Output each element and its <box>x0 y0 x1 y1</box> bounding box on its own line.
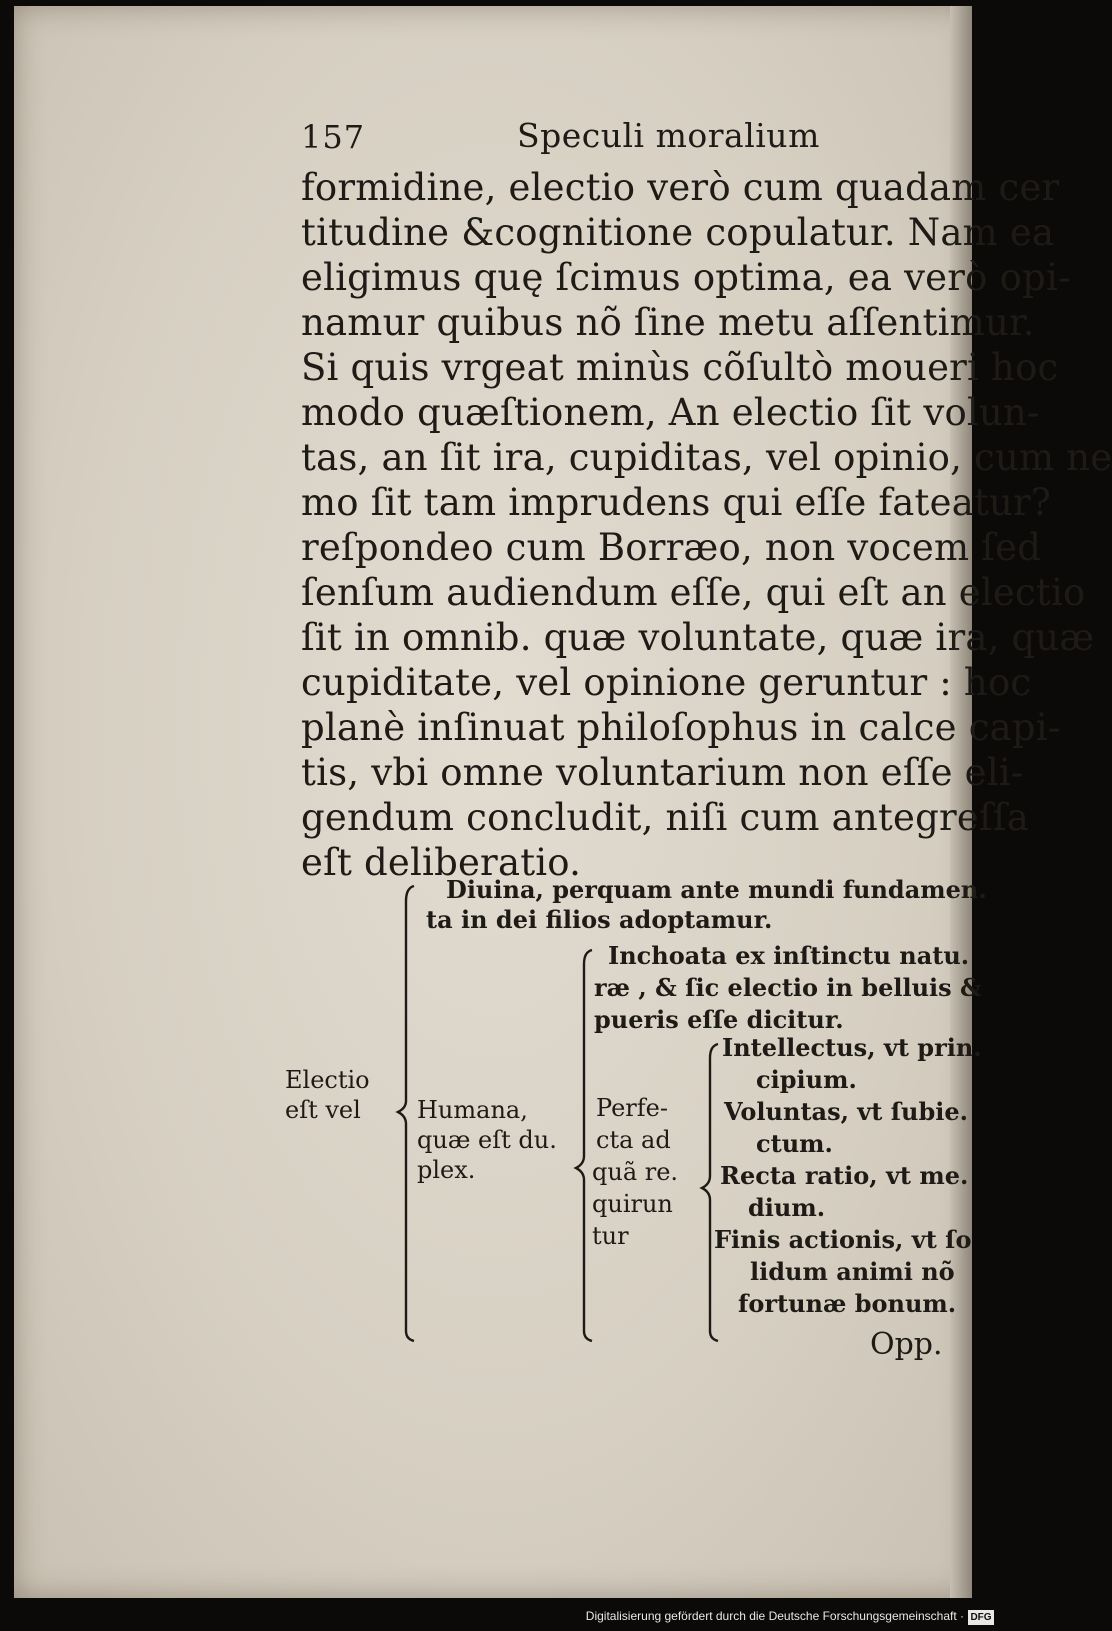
footer-bar <box>0 1598 1000 1631</box>
root-brace <box>398 886 414 1341</box>
diagram-braces <box>14 6 972 1406</box>
divina-text: Diuina, perquam ante mundi fundamen. <box>446 875 987 904</box>
requisite-intellectus: cipium. <box>756 1065 857 1094</box>
text-line: tis, vbi omne voluntarium non eſſe eli- <box>301 751 1024 794</box>
perfecta-text: tur <box>592 1222 629 1250</box>
text-line: reſpondeo cum Borræo, non vocem ſed <box>301 526 1042 569</box>
catchword: Opp. <box>870 1327 943 1362</box>
requisite-finis: fortunæ bonum. <box>738 1289 957 1318</box>
divina-text: ta in dei filios adoptamur. <box>426 905 773 934</box>
text-line: namur quibus nõ ſine metu aſſentimur. <box>301 301 1035 344</box>
text-line: ſit in omnib. quæ voluntate, quæ ira, quæ <box>301 616 1095 659</box>
dfg-logo: DFG <box>968 1610 994 1625</box>
page-number: 157 <box>301 118 366 156</box>
humana-brace <box>576 950 592 1341</box>
text-line: tas, an ſit ira, cupiditas, vel opinio, cum ne <box>301 436 1112 479</box>
running-title: Speculi moralium <box>517 116 820 155</box>
requisite-recta-ratio: dium. <box>748 1193 826 1222</box>
requisite-voluntas: Voluntas, vt ſubie. <box>724 1097 968 1126</box>
humana-text: Humana, <box>417 1096 528 1124</box>
text-line: eſt deliberatio. <box>301 841 582 884</box>
text-line: formidine, electio verò cum quadam cer <box>301 166 1060 209</box>
humana-text: quæ eſt du. <box>417 1126 557 1154</box>
text-line: ſenſum audiendum eſſe, qui eſt an electio <box>301 571 1086 614</box>
inchoata-text: Inchoata ex inſtinctu natu. <box>608 941 970 970</box>
text-line: planè inſinuat philoſophus in calce capi- <box>301 706 1061 749</box>
text-line: eligimus quę ſcimus optima, ea verò opi- <box>301 256 1071 299</box>
text-line: modo quæſtionem, An electio ſit volun- <box>301 391 1040 434</box>
inchoata-text: pueris eſſe dicitur. <box>594 1005 844 1034</box>
requisite-finis: Finis actionis, vt ſo <box>714 1225 972 1254</box>
perfecta-text: cta ad <box>596 1126 671 1154</box>
electio-label: Electio <box>285 1066 370 1094</box>
humana-text: plex. <box>417 1156 476 1184</box>
requisite-voluntas: ctum. <box>756 1129 833 1158</box>
inchoata-text: ræ , & ſic electio in belluis & <box>594 973 982 1002</box>
text-line: gendum concludit, niſi cum antegreſſa <box>301 796 1030 839</box>
perfecta-brace <box>702 1044 718 1341</box>
requisite-finis: lidum animi nõ <box>750 1257 955 1286</box>
perfecta-text: quirun <box>592 1190 673 1218</box>
text-line: titudine &cognitione copulatur. Nam ea <box>301 211 1055 254</box>
book-page <box>14 6 1112 1598</box>
text-line: mo ſit tam imprudens qui eſſe fateatur? <box>301 481 1051 524</box>
text-line: Si quis vrgeat minùs cõſultò moueri hoc <box>301 346 1059 389</box>
perfecta-text: quã re. <box>592 1158 679 1186</box>
requisite-intellectus: Intellectus, vt prin. <box>722 1033 982 1062</box>
requisite-recta-ratio: Recta ratio, vt me. <box>720 1161 969 1190</box>
footer-credit: Digitalisierung gefördert durch die Deutsche Forschungsgemeinschaft · <box>585 1609 964 1623</box>
text-line: cupiditate, vel opinione geruntur : hoc <box>301 661 1032 704</box>
perfecta-text: Perfe- <box>596 1094 668 1122</box>
electio-label: eſt vel <box>285 1096 361 1124</box>
